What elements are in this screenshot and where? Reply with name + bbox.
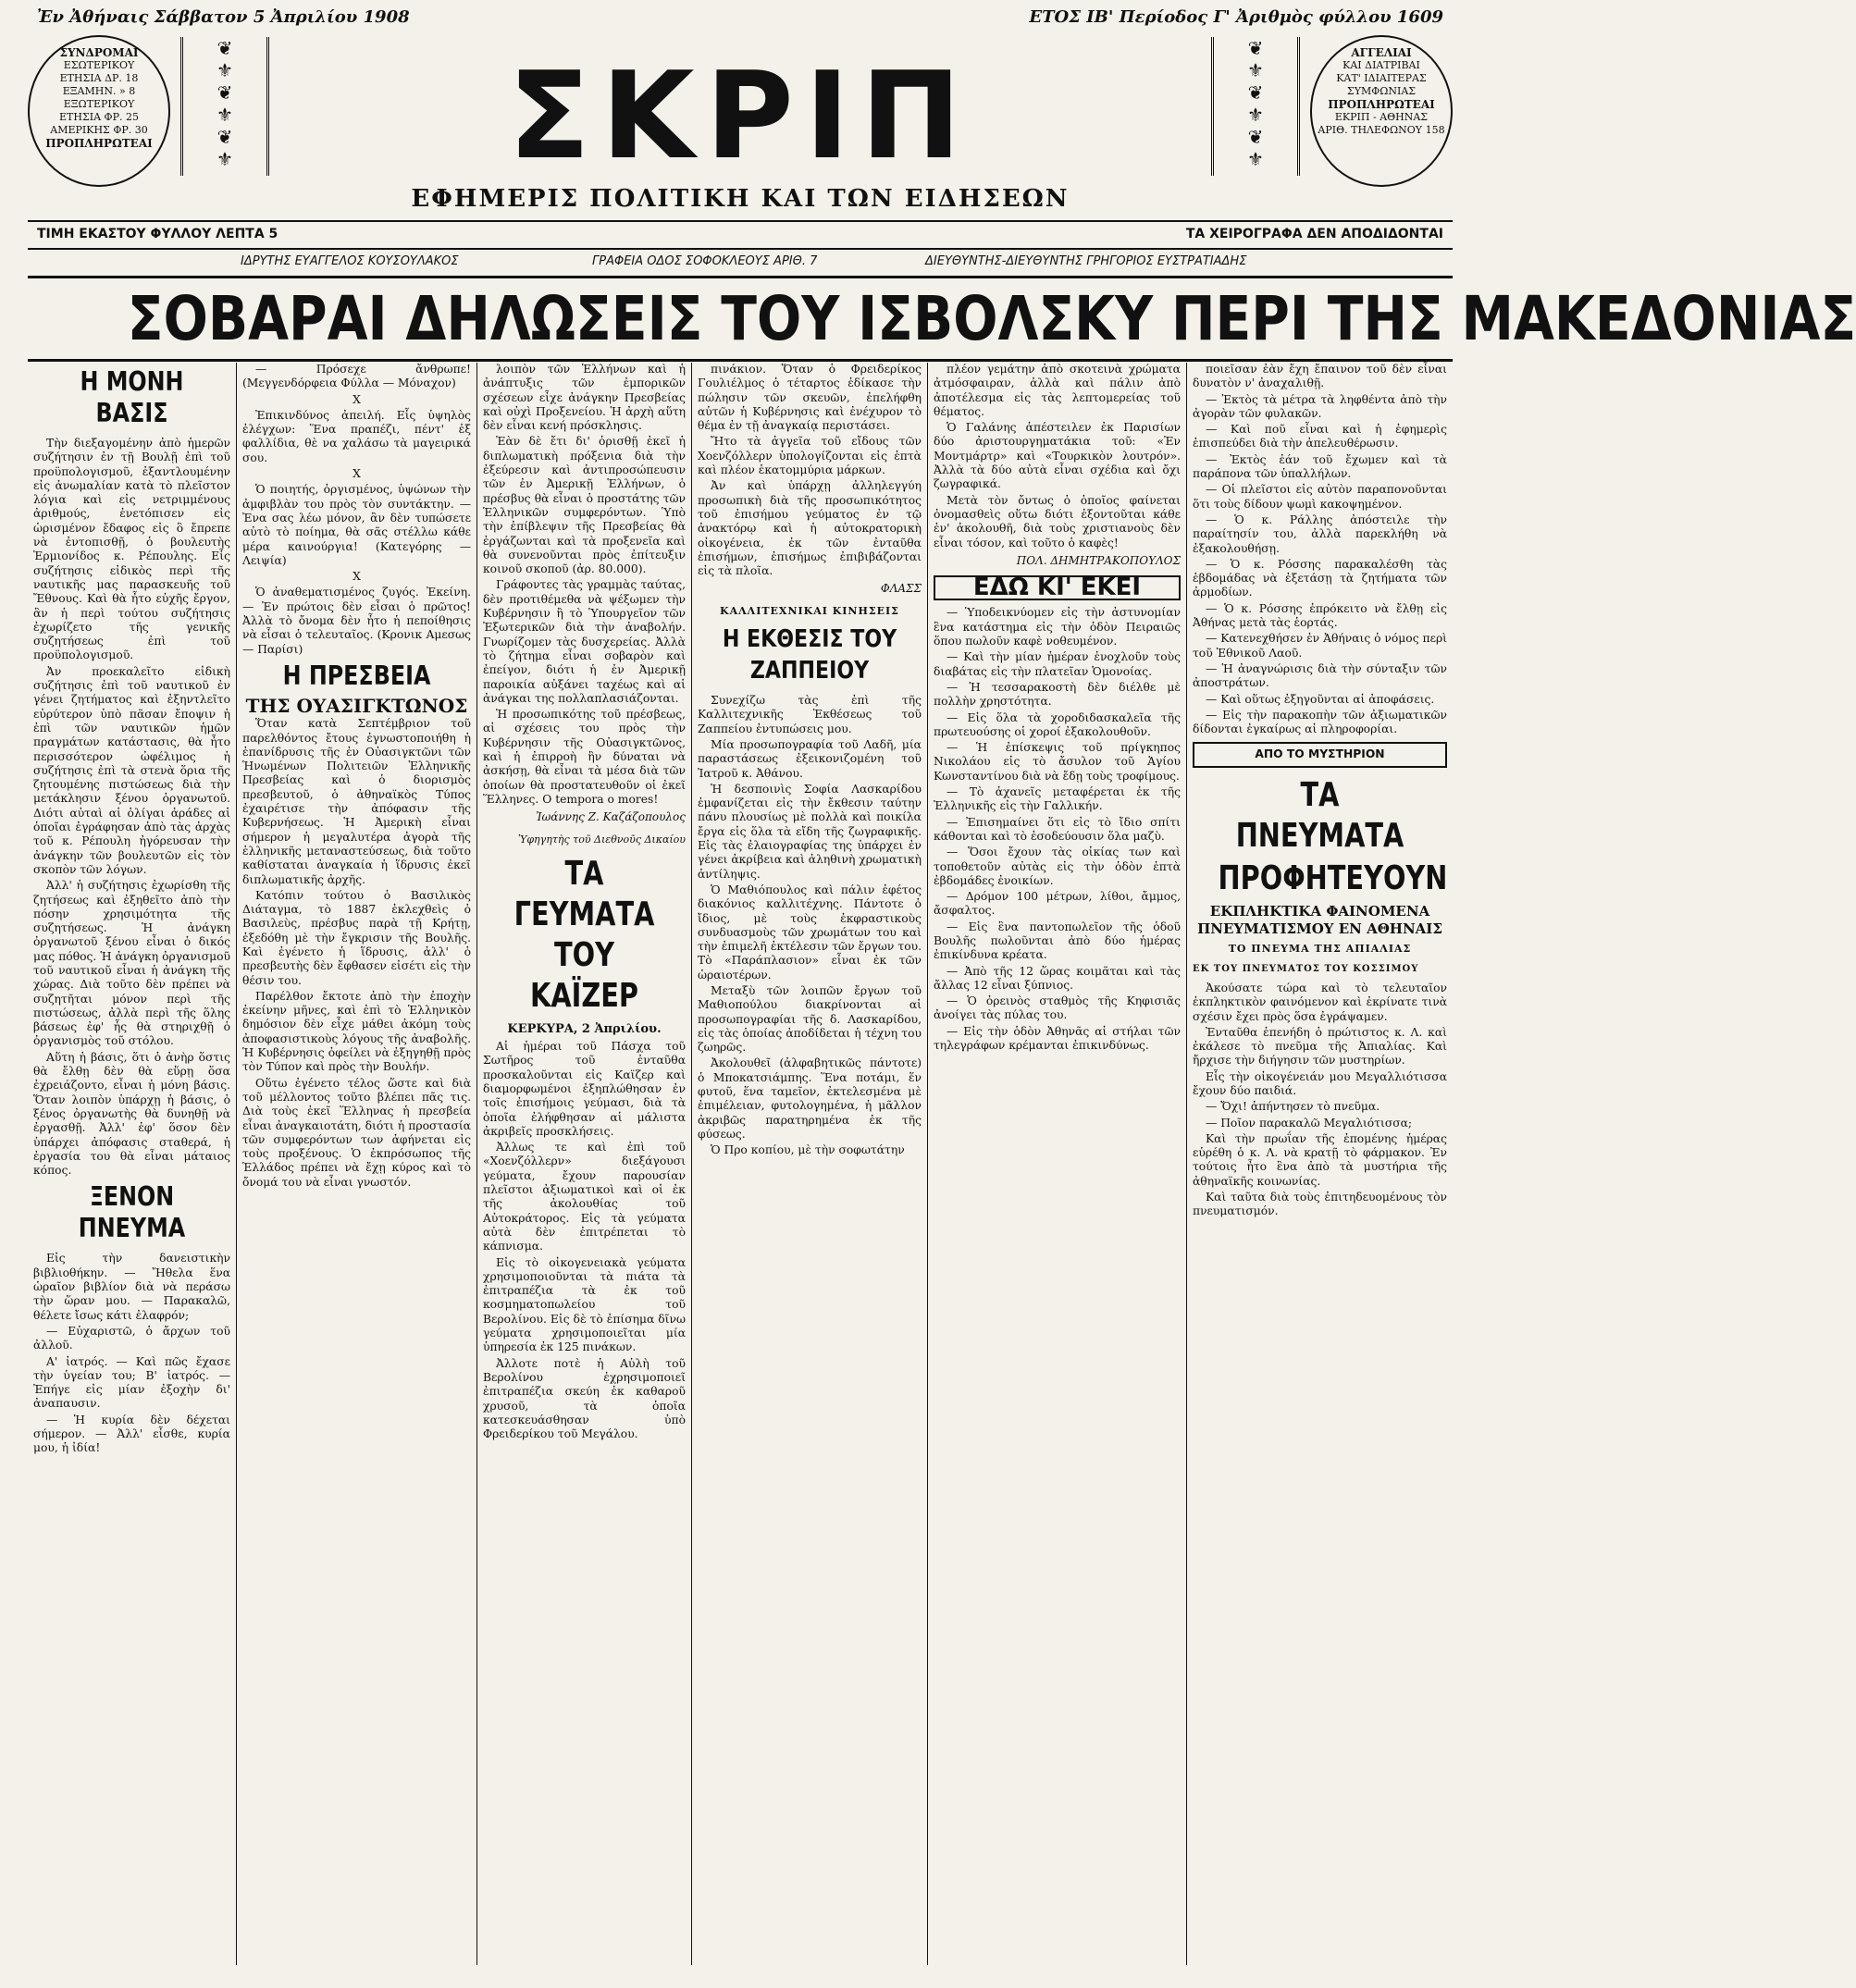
news-item: — Τὸ ἀχανεῖς μεταφέρεται ἐκ τῆς Ἑλληνικῆς εἰς τὴν Γαλλικήν. bbox=[934, 785, 1181, 813]
news-item: — Ὁ κ. Ρόσσης ἐπρόκειτο νὰ ἔλθῃ εἰς Ἀθήνας μετὰ τὰς ἑορτάς. bbox=[1193, 601, 1447, 630]
news-item: — Ἐκτὸς τὰ μέτρα τὰ ληφθέντα ἀπὸ τὴν ἀγορὰν τῶν φυλακῶν. bbox=[1193, 392, 1447, 420]
article-paragraph: Ἀλλ' ἡ συζήτησις ἐχωρίσθη τῆς ζητήσεως καὶ ἐξηθεῖτο ἀπὸ τὴν πόσην χρησιμότητα τῆς συζητήσεως. Ἡ ἀνάγκη ὀργανωτοῦ ξένου εἶναι ὁ δικός μας πόθος. Ἡ ἀνάγκη ὀργανισμοῦ τοῦ ναυτικοῦ εἶναι ἡ ἀνάγκη τῆς χώρας. Διὰ τοῦτο δὲν πρέπει νὰ συζητῆται μόνον περὶ τῆς πιστώσεως, ἀλλὰ περὶ τῆς ὅλης βάσεως ἐφ' ἧς θὰ στηριχθῇ ὁ ὀργανισμὸς τοῦ στόλου. bbox=[33, 879, 230, 1048]
article-paragraph: Ὁ ποιητής, ὀργισμένος, ὑψώνων τὴν ἀμφιβλὰν του πρὸς τὸν συντάκτην. — Ἐνα σας λέω μόνον, ἂν δὲν τυπώσετε αὐτὸ τὸ ποίημα, θὰ σᾶς στέλλω κάθε μέρα καινούργια! (Κατεγόρης — Λειψία) bbox=[242, 483, 471, 567]
ads-title: ΑΓΓΕΛΙΑΙ bbox=[1351, 46, 1412, 59]
price-line: ΤΙΜΗ ΕΚΑΣΤΟΥ ΦΥΛΛΟΥ ΛΕΠΤΑ 5 bbox=[37, 227, 278, 241]
date-line: Ἐν Ἀθήναις Σάββατον 5 Ἀπριλίου 1908 bbox=[37, 7, 410, 27]
news-item: — Καὶ ποῦ εἶναι καὶ ἡ ἐφημερὶς ἐπισπεύδει διὰ τὴν ἀπελευθέρωσιν. bbox=[1193, 423, 1447, 451]
article-paragraph: Ἐπικινδύνος ἀπειλή. Εἷς ὑψηλὸς ἐλέγχων: Ἕνα πραπέζι, πέντ' ἐξ φαλλίδια, θὲ να χαλάσω τὰ μαγειρικά σου. bbox=[242, 408, 471, 464]
article-paragraph: πινάκιον. Ὅταν ὁ Φρειδερίκος Γουλιέλμος ὁ τέταρτος ἐδίκασε τὴν πώλησιν τῶν σκευῶν, ἐπελήφθη αὐτῶν ἡ Κυβέρνησις καὶ ἐνέχυρον τὸ θέμα ἐν τῇ ἀναγκαίᾳ περιστάσει. bbox=[698, 363, 922, 433]
article-paragraph: πλέον γεμάτην ἀπὸ σκοτεινὰ χρώματα ἀτμόσφαιραν, ἀλλὰ καὶ πάλιν ἀπὸ ἀποτέλεσμα εἰς τὰς λεπτομερείας τοῦ θέματος. bbox=[934, 363, 1181, 418]
author-signature: ΦΛΑΣΣ bbox=[880, 582, 922, 596]
divider bbox=[28, 248, 1453, 250]
article-paragraph: Αὕτη ἡ βάσις, ὅτι ὁ ἀνὴρ ὅστις θὰ ἔλθῃ δὲν θὰ εὕρῃ ὅσα ἐχρειάζοντο, εἶναι ἡ μόνη βάσις. Ὅταν λοιπὸν ὑπάρχῃ ἡ βάσις, ὁ ξένος ὀργανωτὴς θὰ δυνηθῇ νὰ ἐργασθῇ. Ἀλλ' ἐφ' ὅσον δὲν ὑπάρχει ἀπόφασις σταθερά, ἡ ἐργασία του θὰ εἶναι μάταιος κόπος. bbox=[33, 1050, 230, 1178]
author-signature: ΠΟΛ. ΔΗΜΗΤΡΑΚΟΠΟΥΛΟΣ bbox=[1016, 553, 1181, 567]
article-paragraph: Ἀν προεκαλεῖτο εἰδικὴ συζήτησις ἐπὶ τοῦ ναυτικοῦ ἐν γένει ζητήματος καὶ ἐξηντλεῖτο εὐρύτερον ὑπὸ πᾶσαν ἔποψιν ἡ ἐπὶ τῶν ναυτικῶν ἡμῶν πραγμάτων κατάστασις, θὰ ἦτο περισσότερον ὠφέλιμος ἡ συζήτησις ἐπὶ τὰ στενὰ ὅρια τῆς ζητουμένης πιστώσεως διὰ τὴν μετάκλησιν ξένου ὀργανωτοῦ. Διότι αὐταὶ αἱ ὀλίγαι ἀράδες αἱ ὁποῖαι ἐγράφησαν ἀπὸ τὰς ἀρχὰς τοῦ κ. Ρέπουλη ἠγόρευσαν τὴν ἀνάγκην τῶν βουλευτῶν εἰς τὸν σκοπὸν τῶν λόγων. bbox=[33, 664, 230, 876]
ads-line: ΚΑΤ' ΙΔΙΑΙΤΕΡΑΣ bbox=[1336, 72, 1427, 84]
article-paragraph: — Εὐχαριστῶ, ὁ ἄρχων τοῦ ἀλλοῦ. bbox=[33, 1324, 230, 1352]
news-item: — Κατενεχθήσεν ἐν Ἀθήναις ὁ νόμος περὶ τοῦ Ἐθνικοῦ Λαοῦ. bbox=[1193, 632, 1448, 660]
section-box: ΑΠΟ ΤΟ ΜΥΣΤΗΡΙΟΝ bbox=[1193, 742, 1447, 767]
ads-line: ΑΡΙΘ. ΤΗΛΕΦΩΝΟΥ 158 bbox=[1318, 124, 1445, 136]
news-item: — Ὁ κ. Ράλλης ἀπόστειλε τὴν παραίτησίν του, ἀλλὰ παρεκλήθη νὰ ἐξακολουθήσῃ. bbox=[1193, 512, 1447, 555]
newspaper-subtitle: ΕΦΗΜΕΡΙΣ ΠΟΛΙΤΙΚΗ ΚΑΙ ΤΩΝ ΕΙΔΗΣΕΩΝ bbox=[411, 185, 1070, 213]
column-5 bbox=[927, 363, 1186, 1965]
article-paragraph: — Ὄχι! ἀπήντησεν τὸ πνεῦμα. bbox=[1206, 1100, 1380, 1114]
news-item: — Καὶ οὕτως ἐξηγοῦνται αἱ ἀποφάσεις. bbox=[1206, 692, 1435, 706]
article-paragraph: Ἀλλως τε καὶ ἐπὶ τοῦ «Χοενζόλλερν» διεξάγουσι γεύματα, ἔχουν παρουσίαν πλεῖστοι ἀξιωματικοὶ καὶ οἱ ἐκ τῆς ἀκολουθίας τοῦ Αὐτοκράτορος. Εἰς τὰ γεύματα αὐτὰ δὲν ἐπιτρέπεται τὸ κάπνισμα. bbox=[483, 1141, 686, 1253]
offices-line: ΓΡΑΦΕΙΑ ΟΔΟΣ ΣΟΦΟΚΛΕΟΥΣ ΑΡΙΘ. 7 bbox=[592, 254, 818, 268]
section-label: ΚΑΛΛΙΤΕΧΝΙΚΑΙ ΚΙΝΗΣΕΙΣ bbox=[720, 604, 899, 617]
separator: X bbox=[353, 467, 361, 481]
article-heading: Η ΕΚΘΕΣΙΣ ΤΟΥ ΖΑΠΠΕΙΟΥ bbox=[722, 625, 897, 685]
news-item: — Ἡ τεσσαρακοστὴ δὲν διέλθε μὲ πολλὴν χρηστότητα. bbox=[934, 680, 1181, 709]
news-item: — Εἰς ὅλα τὰ χοροδιδασκαλεῖα τῆς πρωτευούσης οἱ χοροί ἐξακολουθοῦν. bbox=[934, 710, 1181, 738]
article-paragraph: Ἀν καὶ ὑπάρχῃ ἀλληλεγγύη προσωπικὴ διὰ τῆς προσωπικότητος τοῦ ἐπισήμου γεύματος ἐν τῷ ἀνακτόρῳ καὶ ἡ αὐτοκρατορικὴ οἰκογένεια, ἐκ τῶν ἐνταῦθα ἐπισήμων, ἐπισήμως ἐπιβιβάζονται εἰς τὰ πλοῖα. bbox=[698, 479, 922, 578]
article-paragraph: Ὁ Γαλάνης ἀπέστειλεν ἐκ Παρισίων δύο ἀριστουργηματάκια τοῦ: «Ἐν Μοντμάρτρ» καὶ «Τουρκικὸν λουτρόν». Ἀλλὰ τὰ δύο αὐτὰ εἶναι σχέδια καὶ ὄχι ζωγραφικά. bbox=[934, 421, 1181, 491]
subscriptions-line: ΕΣΩΤΕΡΙΚΟΥ bbox=[63, 59, 135, 71]
article-paragraph: Κατόπιν τούτου ὁ Βασιλικὸς Διάταγμα, τὸ 1887 ἐκλεχθεὶς ὁ Βασιλεὺς, πρέσβυς παρὰ τῇ Κρήτῃ, ἐξεδόθη μὲ τὴν ἔγκρισιν τῆς Βουλῆς. Καὶ ἐγένετο ἡ ἵδρυσις, ἀλλ' ὁ πρεσβευτὴς δὲν ἔφθασεν εἰσέτι εἰς τὴν θέσιν του. bbox=[242, 888, 471, 987]
column-1 bbox=[28, 363, 236, 1965]
news-item: — Ὁ ὀρεινὸς σταθμὸς τῆς Κηφισιᾶς ἀνοίγει τὰς πύλας του. bbox=[934, 994, 1181, 1022]
subscriptions-line: ΠΡΟΠΛΗΡΩΤΕΑΙ bbox=[45, 137, 153, 150]
article-paragraph: Ἡ δεσποινὶς Σοφία Λασκαρίδου ἐμφανίζεται εἰς τὴν ἔκθεσιν ταύτην πάνυ πλουσίως μὲ πολλὰ καὶ ποικίλα ἔργα εἰς ὅλα τὰ εἴδη τῆς ζωγραφικῆς. Εἰς τὰς ἐλαιογραφίας της ὑπάρχει ἐν γένει ἀκρίβεια καὶ ἀληθινὴ χρωματικὴ ἀντίληψις. bbox=[698, 782, 922, 881]
article-paragraph: Καὶ τὴν πρωΐαν τῆς ἐπομένης ἡμέρας εὑρέθη ὁ κ. Λ. νὰ κρατῇ τὸ φάρμακον. Ἐν τούτοις ἦτο ἓνα ἀπὸ τὰ μυστήρια τῆς ἀθηναϊκῆς κοινωνίας. bbox=[1193, 1131, 1447, 1188]
article-paragraph: Ἀλλοτε ποτὲ ἡ Αὐλὴ τοῦ Βερολίνου ἐχρησιμοποιεῖ ἐπιτραπέζια σκεύη ἐκ καθαροῦ χρυσοῦ, τὰ ὁποῖα κατεσκευάσθησαν ὑπὸ Φρειδερίκου τοῦ Μεγάλου. bbox=[483, 1356, 686, 1441]
subscriptions-line: ΑΜΕΡΙΚΗΣ ΦΡ. 30 bbox=[50, 124, 148, 136]
separator: X bbox=[353, 392, 361, 406]
article-paragraph: Γράφοντες τὰς γραμμὰς ταύτας, δὲν προτιθέμεθα νὰ ψέξωμεν τὴν Κυβέρνησιν ἢ τὸ Ὑπουργεῖον τῶν Ἐξωτερικῶν διὰ τὴν ἀναβολήν. Γνωρίζομεν τὰς δυσχερείας. Ἀλλὰ τὸ ζήτημα εἶναι σοβαρὸν καὶ ἐπείγον, διότι ἡ ἐν Ἀμερικῇ παροικία αὐξάνει ταχέως καὶ αἱ ἀνάγκαι της πολλαπλασιάζονται. bbox=[483, 578, 686, 705]
column-4 bbox=[691, 363, 927, 1965]
news-item: — Ἡ ἐπίσκεψις τοῦ πρίγκηπος Νικολάου εἰς τὸ ἄσυλον τοῦ Ἁγίου Κωνσταντίνου διὰ νὰ ἔδῃ τοὺς τροφίμους. bbox=[934, 741, 1181, 783]
news-item: — Εἰς ἓνα παντοπωλεῖον τῆς ὁδοῦ Βουλῆς πωλοῦνται ἀπὸ δύο ἡμέρας ἐπικίνδυνα κρέατα. bbox=[934, 920, 1181, 962]
article-heading: Η ΜΟΝΗ ΒΑΣΙΣ bbox=[80, 366, 184, 428]
article-paragraph: Τὴν διεξαγομένην ἀπὸ ἡμερῶν συζήτησιν ἐν τῇ Βουλῇ ἐπὶ τοῦ προϋπολογισμοῦ, ἐξαντλουμένην εἰς ἀνωμαλίαν κατὰ τὸ πλεῖστον λόγια καὶ εἰς νετριμμένους ἀριθμούς, ἐνετόπισεν εἰς ὡρισμένον ἔδαφος εἰς ὃ ἔπρεπε νὰ ἐντοπισθῇ, ὁ βουλευτὴς Ἑρμιονίδος κ. Ρέπουλης. Εἷς συζήτησις εἰδικὸς περὶ τῆς ναυτικῆς μας παρασκευῆς τοῦ Ἔθνους. Καὶ θὰ ἦτο εὐχῆς ἔργον, ἂν ἡ περὶ τούτου συζήτησις ἐχωρίζετο τῆς γενικῆς συζητήσεως ἐπὶ τοῦ προϋπολογισμοῦ. bbox=[33, 437, 230, 662]
article-paragraph: Ἀκολουθεῖ (ἀλφαβητικῶς πάντοτε) ὁ Μποκατσιάμπης. Ἕνα ποτάμι, ἕν φυτοῦ, ἕνα ταμεῖον, ἐκτελεσμένα μὲ ἐπιμέλειαν, φυτολογημένα, ἡ μᾶλλον ἀκριβῶς παρατηρημένα ἐκ τῆς φύσεως. bbox=[698, 1056, 922, 1141]
director-line: ΔΙΕΥΘΥΝΤΗΣ-ΔΙΕΥΘΥΝΤΗΣ ΓΡΗΓΟΡΙΟΣ ΕΥΣΤΡΑΤΙΑΔΗΣ bbox=[925, 254, 1247, 268]
news-item: — Εἰς τὴν ὁδὸν Ἀθηνᾶς αἱ στήλαι τῶν τηλεγράφων κρέμανται ἐπικινδύνως. bbox=[934, 1024, 1181, 1053]
ornament-left: ❦ ⚜ ❦ ⚜ ❦ ⚜ bbox=[180, 37, 269, 176]
news-item: — Ἀπὸ τῆς 12 ὥρας κοιμᾶται καὶ τὰς ἄλλας 12 εἶναι ξύπνιος. bbox=[934, 964, 1181, 992]
article-paragraph: Ἤτο τὰ ἀγγεῖα τοῦ εἴδους τῶν Χοενζόλλερν ὑπολογίζονται εἰς ἑπτὰ καὶ πλέον ἑκατομμύρια μάρκων. bbox=[698, 435, 922, 477]
article-paragraph: Ὁ Προ κοπίου, μὲ τὴν σοφωτάτην bbox=[711, 1143, 905, 1157]
news-item: — Ὅσοι ἔχουν τὰς οἰκίας των καὶ τοποθετοῦν αὐτὰς εἰς τὴν ὁδὸν ἑπτὰ ἐβδομάδες ἐνοικίων. bbox=[934, 846, 1181, 887]
subscriptions-line: ΕΞΑΜΗΝ. » 8 bbox=[62, 85, 136, 97]
article-paragraph: Ὁ Μαθιόπουλος καὶ πάλιν ἐφέτος διακόνιος καλλιτέχνης. Πάντοτε ὁ ἴδιος, μὲ τοὺς ἐκφραστικοὺς συνδυασμοὺς τῶν χρωμάτων του καὶ τὴν ἐπιμελῆ ἐκτέλεσιν τῶν ἔργων του. Τὸ «Παράπλασιον» εἶναι ἐκ τῶν ὡραιοτέρων. bbox=[698, 883, 922, 982]
article-heading: Η ΠΡΕΣΒΕΙΑ bbox=[282, 660, 431, 691]
subscriptions-title: ΣΥΝΔΡΟΜΑΙ bbox=[59, 46, 139, 59]
article-paragraph: Εἰς τὸ οἰκογενειακὰ γεύματα χρησιμοποιοῦνται τὰ πιάτα τὰ ἐπιτραπέζια τὰ ἐκ τοῦ κοσμηματοπωλείου τοῦ Βερολίνου. Εἰς δὲ τὸ ἐπίσημα δῖνω γεύματα χρησιμοποιεῖται μία ὑπηρεσία ἐκ 125 πινάκων. bbox=[483, 1255, 686, 1354]
article-paragraph: Καὶ ταῦτα διὰ τοὺς ἐπιτηδευομένους τὸν πνευματισμόν. bbox=[1193, 1191, 1447, 1218]
article-heading: ΠΡΟΦΗΤΕΥΟΥΝ bbox=[1218, 858, 1448, 897]
manuscripts-line: ΤΑ ΧΕΙΡΟΓΡΑΦΑ ΔΕΝ ΑΠΟΔΙΔΟΝΤΑΙ bbox=[1185, 227, 1443, 241]
subscriptions-line: ΕΞΩΤΕΡΙΚΟΥ bbox=[63, 98, 135, 110]
dateline: ΚΕΡΚΥΡΑ, 2 Ἀπριλίου. bbox=[507, 1021, 662, 1036]
ads-line: ΕΚΡΙΠ - ΑΘΗΝΑΣ bbox=[1334, 111, 1429, 123]
article-paragraph: Μεταξὺ τῶν λοιπῶν ἔργων τοῦ Μαθιοπούλου διακρίνονται αἱ προσωπογραφίαι τῆς δ. Λασκαρίδου, εἰς τὰς ὁποίας ἀποδίδεται ἡ τέχνη του ζωηρῶς. bbox=[698, 983, 922, 1055]
article-paragraph: — Ἡ κυρία δὲν δέχεται σήμερον. — Ἀλλ' εἶσθε, κυρία μου, ἡ ἰδία! bbox=[33, 1413, 230, 1455]
article-paragraph: Εἰς τὴν δανειστικὴν βιβλιοθήκην. — Ἤθελα ἕνα ὡραῖον βιβλίον διὰ νὰ περάσω τὴν ὥραν μου. — Παρακαλῶ, θέλετε ἴσως κάτι ἐλαφρόν; bbox=[33, 1252, 230, 1322]
ornament-right: ❦ ⚜ ❦ ⚜ ❦ ⚜ bbox=[1211, 37, 1300, 176]
article-paragraph: Ὁ ἀναθεματισμένος ζυγός. Ἐκείνη. — Ἐν πρώτοις δὲν εἶσαι ὁ πρῶτος! Ἀλλὰ τὸ ὄνομα δὲν ἦτο ἡ πεποίθησις νὰ εἶσαι ὁ τελευταῖος. (Κρονικ Αμεσως — Παρίσι) bbox=[242, 586, 471, 656]
article-subheading: ΠΝΕΥΜΑΤΙΣΜΟΥ ΕΝ ΑΘΗΝΑΙΣ bbox=[1197, 920, 1442, 938]
article-heading: ΕΔΩ ΚΙ' ΕΚΕΙ bbox=[934, 575, 1181, 600]
news-item: — Δρόμον 100 μέτρων, λίθοι, ἄμμος, ἄσφαλτος. bbox=[934, 890, 1181, 918]
top-line bbox=[37, 7, 1443, 33]
article-heading: ΤΑ ΓΕΥΜΑΤΑ bbox=[513, 854, 655, 933]
article-paragraph: Ἐνταῦθα ἐπενήδη ὁ πρώτιστος κ. Λ. καὶ ἐκάλεσε τὸ πνεῦμα τῆς Ἀπιαλίας. Καὶ ἤρχισε τὴν διήγησιν τῶν μυστηρίων. bbox=[1193, 1025, 1447, 1068]
article-paragraph: — Πρόσεχε ἄνθρωπε! (Μεγγενδόρφεια Φύλλα — Μόναχον) bbox=[242, 363, 471, 390]
article-paragraph: Συνεχίζω τὰς ἐπὶ τῆς Καλλιτεχνικῆς Ἐκθέσεως τοῦ Ζαππείου ἐντυπώσεις μου. bbox=[698, 694, 922, 735]
article-paragraph: Ὅταν κατὰ Σεπτέμβριον τοῦ παρελθόντος ἔτους ἐγνωστοποιήθη ἡ ἐπανίδρυσις τῆς ἐν Οὐασιγκτῶνι τῶν Ἡνωμένων Πολιτειῶν Ἑλληνικῆς Πρεσβείας καὶ ὁ διορισμὸς πρεσβευτοῦ, ὁ ἀθηναϊκὸς Τύπος ἐχαιρέτισε τὴν ἀπόφασιν τῆς Κυβερνήσεως. Ἡ Ἀμερικὴ εἶναι σήμερον ἡ μεγαλυτέρα ἀγορὰ τῆς ἑλληνικῆς μεταναστεύσεως, διὰ τοῦτο καθίσταται ἀναγκαία ἡ ἵδρυσις ἐκεῖ διπλωματικῆς ἀρχῆς. bbox=[242, 717, 471, 886]
article-paragraph: Μετὰ τὸν ὄντως ὁ ὁποῖος φαίνεται ὀνομασθεὶς οὕτω διότι ἐξοντοῦται κάθε ἐν' ἀκολουθῆ, διὰ τοὺς χριστιανοὺς δὲν εἶναι τόσον, καὶ τοῦτο ὁ καφὲς! bbox=[934, 493, 1181, 549]
article-paragraph: Ἐὰν δὲ ἔτι δι' ὁρισθῇ ἐκεῖ ἡ διπλωματικὴ πρόξενια διὰ τὴν ἐξεύρεσιν καὶ ἀντιπροσώπευσιν τῶν ἐν Ἀμερικῇ Ἑλλήνων, ὁ πρέσβυς θὰ εἶναι ὁ προστάτης τῶν Ἑλληνικῶν συμφερόντων. Ὑπὸ τὴν ἐπίβλεψιν τῆς Πρεσβείας θὰ ἐργάζωνται καὶ τὰ προξενεῖα καὶ θὰ συνενοῦνται πρὸς ἐπίτευξιν κοινοῦ σκοποῦ (ἀρ. 80.000). bbox=[483, 435, 686, 576]
article-heading: ΤΑ ΠΝΕΥΜΑΤΑ bbox=[1235, 775, 1404, 855]
main-headline: ΣΟΒΑΡΑΙ ΔΗΛΩΣΕΙΣ ΤΟΥ ΙΣΒΟΛΣΚΥ ΠΕΡΙ ΤΗΣ ΜΑΚΕΔΟΝΙΑΣ bbox=[127, 283, 1856, 354]
subscriptions-line: ΕΤΗΣΙΑ ΦΡ. 25 bbox=[59, 111, 139, 123]
article-subheading: ΤΗΣ ΟΥΑΣΙΓΚΤΩΝΟΣ bbox=[245, 694, 468, 717]
separator: X bbox=[353, 570, 361, 584]
author-signature: Ἰωάννης Ζ. Καζάζοπουλος bbox=[536, 810, 686, 824]
author-note: Ὑφηγητὴς τοῦ Διεθνοῦς Δικαίου bbox=[518, 833, 686, 846]
article-paragraph: Εἷς τὴν οἰκογένειάν μου Μεγαλλιότισσα ἔχουν δύο παιδιά. bbox=[1193, 1069, 1447, 1097]
article-heading: ΤΟΥ ΚΑΪΖΕΡ bbox=[530, 935, 638, 1015]
news-item: — Ὁ κ. Ρόσσης παρακαλέσθη τὰς ἑβδομάδας νὰ ἐξετάσῃ τὰ ζητήματα τῶν ἀρμοδίων. bbox=[1193, 557, 1447, 599]
article-paragraph: Ἡ προσωπικότης τοῦ πρέσβεως, αἱ σχέσεις του πρὸς τὴν Κυβέρνησιν τῆς Οὐασιγκτῶνος, καὶ ἡ ἐπιρροὴ ἣν δύναται νὰ ἀσκήσῃ, θὰ εἶναι τὰ μέσα διὰ τῶν ὁποίων θὰ προστατευθοῦν οἱ ἐκεῖ Ἕλληνες. O tempora o mores! bbox=[483, 708, 686, 806]
divider bbox=[28, 276, 1453, 278]
news-item: — Ἐπισημαίνει ὅτι εἰς τὸ ἴδιο σπίτι κάθονται καὶ τὸ ἐσοδεύουσιν ὅλα μαζὺ. bbox=[934, 815, 1181, 843]
news-item: — Οἱ πλεῖστοι εἰς αὐτὸν παραπονοῦνται ὅτι τοὺς δίδουν ψωμὶ κακοψημένον. bbox=[1193, 483, 1447, 511]
byline: ΕΚ ΤΟΥ ΠΝΕΥΜΑΤΟΣ ΤΟΥ ΚΟΣΣΙΜΟΥ bbox=[1193, 963, 1419, 974]
divider bbox=[28, 220, 1453, 222]
article-paragraph: Ἀκούσατε τώρα καὶ τὸ τελευταῖον ἐκπληκτικὸν φαινόμενον καὶ ἐκρίνατε τινὰ σχέσιν ἔχει πρὸς ὅσα ἐγράψαμεν. bbox=[1193, 981, 1447, 1023]
article-heading: ΞΕΝΟΝ ΠΝΕΥΜΑ bbox=[78, 1181, 186, 1244]
article-subheading: ΕΚΠΛΗΚΤΙΚΑ ΦΑΙΝΟΜΕΝΑ bbox=[1209, 902, 1430, 920]
issue-line: ΕΤΟΣ ΙΒ' Περίοδος Γ' Ἀριθμὸς φύλλου 1609 bbox=[1029, 7, 1443, 27]
news-item: — Ἡ ἀναγνώρισις διὰ τὴν σύνταξιν τῶν ἀποστράτων. bbox=[1193, 661, 1447, 690]
subscriptions-line: ΕΤΗΣΙΑ ΔΡ. 18 bbox=[59, 72, 139, 84]
column-3 bbox=[476, 363, 691, 1965]
article-paragraph: λοιπὸν τῶν Ἑλλήνων καὶ ἡ ἀνάπτυξις τῶν ἐμπορικῶν σχέσεων εἶχε ἀνάγκην Πρεσβείας καὶ οὐχὶ Προξενείου. Ἡ ἀρχὴ αὕτη δὲν εἶναι κενή πρόσκλησις. bbox=[483, 363, 686, 433]
ads-line: ΚΑΙ ΔΙΑΤΡΙΒΑΙ bbox=[1343, 59, 1420, 71]
column-6 bbox=[1186, 363, 1453, 1965]
news-item: — Ὑποδεικνύομεν εἰς τὴν ἀστυνομίαν ἓνα κατάστημα εἰς τὴν ὁδὸν Πειραιῶς ὅπου πωλοῦν καφὲ νοθευμένον. bbox=[934, 606, 1181, 648]
section-label: ΤΟ ΠΝΕΥΜΑ ΤΗΣ ΑΠΙΑΛΙΑΣ bbox=[1228, 943, 1412, 956]
news-item: ποιεῖσαν ἐὰν ἔχη ἔπαινον τοῦ δὲν εἶναι δυνατὸν ν' ἀναχαλιθῇ. bbox=[1193, 363, 1447, 390]
news-item: — Ἐκτὸς ἐάν τοῦ ἔχωμεν καὶ τὰ παράπονα τῶν ὑπαλλήλων. bbox=[1193, 452, 1447, 481]
ads-line: ΣΥΜΦΩΝΙΑΣ bbox=[1346, 85, 1417, 97]
article-paragraph: Α' ἰατρός. — Καὶ πῶς ἔχασε τὴν ὑγείαν του; Β' ἰατρός. — Ἐπήγε εἰς μίαν ἐξοχὴν δι' ἀναπαυσιν. bbox=[33, 1354, 230, 1411]
article-paragraph: — Ποῖον παρακαλῶ Μεγαλιότισσα; bbox=[1206, 1116, 1413, 1130]
columns bbox=[28, 363, 1453, 1965]
column-2 bbox=[236, 363, 476, 1965]
article-paragraph: Μία προσωπογραφία τοῦ Λαδῆ, μία παραστάσεως ἐξεικονιζομένη τοῦ Ἰατροῦ κ. Ἀθάνου. bbox=[698, 737, 922, 780]
ads-line: ΠΡΟΠΛΗΡΩΤΕΑΙ bbox=[1328, 98, 1435, 111]
article-paragraph: Παρέλθον ἔκτοτε ἀπὸ τὴν ἐποχὴν ἐκείνην μῆνες, καὶ ἐπὶ τὸ Ἑλληνικὸν δημόσιον δὲν εἶχε μάθει ἀκόμη τοὺς ἀποφασιστικοὺς λόγους τῆς ἀναβολῆς. Ἡ Κυβέρνησις ὀφείλει νὰ ἐξηγηθῇ πρὸς τὸν Τύπον καὶ πρὸς τὴν Βουλήν. bbox=[242, 989, 471, 1074]
news-item: — Εἰς τὴν παρακοπὴν τῶν ἀξιωματικῶν δίδονται ἐγκαίρως αἱ πληροφορίαι. bbox=[1193, 708, 1447, 736]
newspaper-title: ΣΚΡΙΠ bbox=[508, 45, 972, 186]
article-paragraph: Αἱ ἡμέραι τοῦ Πάσχα τοῦ Σωτῆρος τοῦ ἐνταῦθα προσκαλοῦνται εἰς Καϊζερ καὶ διαμορφωμένοι ἐξηπλώθησαν ἐν τοῖς ἐπισήμοις γεύμασι, διὰ τὰ ὁποῖα ἐλήφθησαν αἱ μάλιστα ἀκριβεῖς προσκλήσεις. bbox=[483, 1040, 686, 1138]
article-paragraph: Οὕτω ἐγένετο τέλος ὥστε καὶ διὰ τοῦ μέλλοντος τοῦτο βλέπει πᾶς τις. Διὰ τοὺς ἐκεῖ Ἕλληνας ἡ πρεσβεία εἶναι ἀναγκαιοτάτη, διότι ἡ προστασία τῶν συμφερόντων των ἀφήνεται εἰς τοὺς προξένους. Ὁ ἐκπρόσωπος τῆς Ἑλλάδος πρέπει νὰ ἔχῃ κύρος καὶ τὸ ὄνομά του νὰ εἶναι γνωστόν. bbox=[242, 1076, 471, 1189]
founder-line: ΙΔΡΥΤΗΣ ΕΥΑΓΓΕΛΟΣ ΚΟΥΣΟΥΛΑΚΟΣ bbox=[241, 254, 459, 268]
divider bbox=[28, 359, 1453, 362]
news-item: — Καὶ τὴν μίαν ἡμέραν ἐνοχλοῦν τοὺς διαβάτας εἰς τὴν πλατεῖαν Ὁμονοίας. bbox=[934, 650, 1181, 678]
